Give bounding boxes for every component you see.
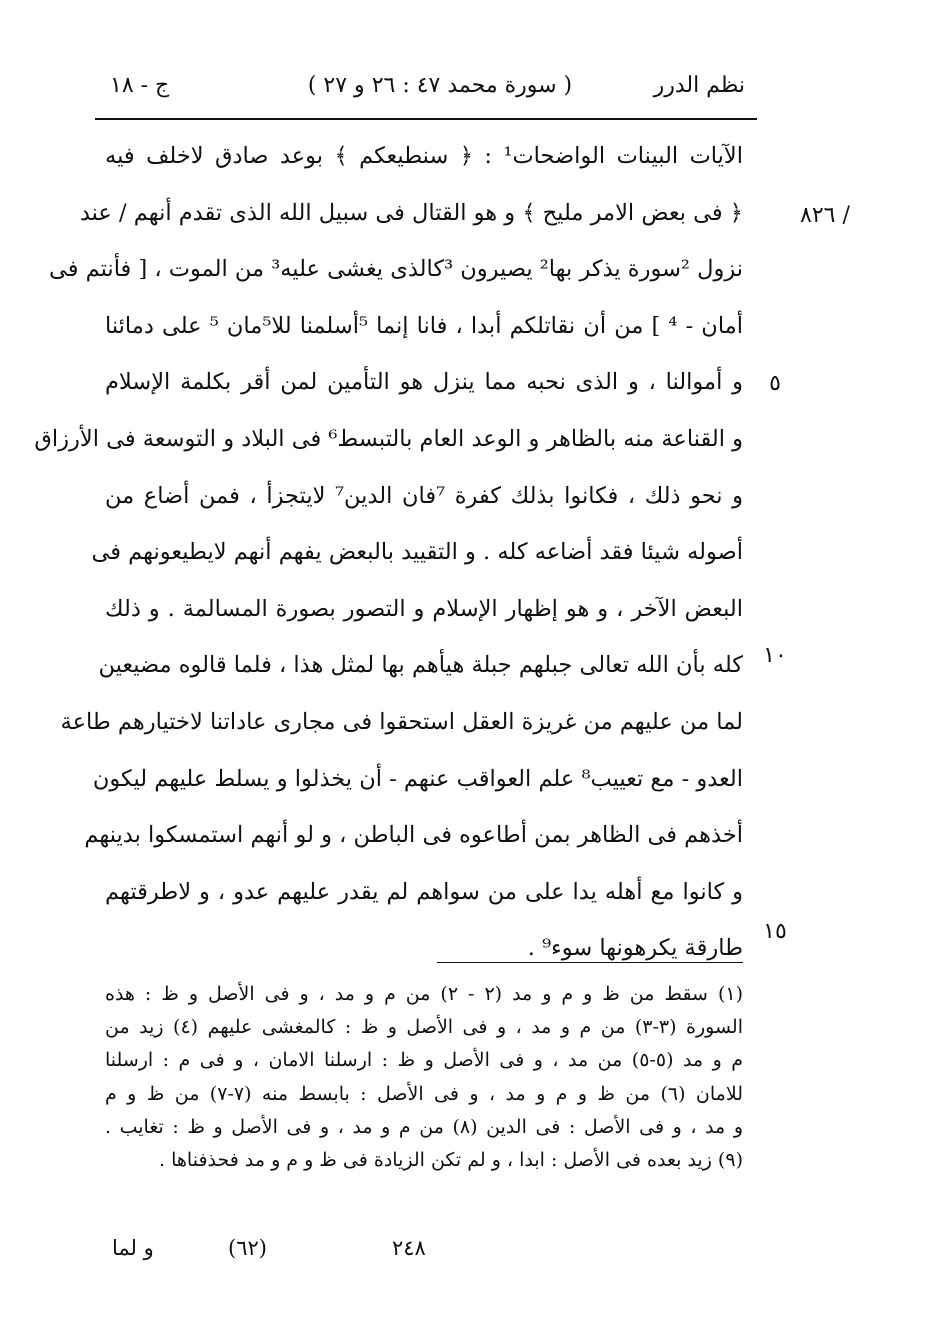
text-line: نزول ²سورة يذكر بها² يصيرون ³كالذى يغشى عليه³ من الموت ، [ فأنتم فى [49,256,743,283]
text-line: و القناعة منه بالظاهر و الوعد العام بالتبسط⁶ فى البلاد و التوسعة فى الأرزاق [34,425,743,452]
footnote-line: السورة (٣-٣) من م و مد ، و فى الأصل و ظ : كالمغشى عليهم (٤) زيد من [105,1016,743,1039]
text-line: طارقة يكرهونها سوء⁹ . [527,935,743,962]
text-line: و أموالنا ، و الذى نحبه مما ينزل هو التأمين لمن أقر بكلمة الإسلام [105,369,743,396]
text-line: الآيات البينات الواضحات¹ : ﴿ سنطيعكم ﴾ بوعد صادق لاخلف فيه [105,143,743,169]
text-line: و كانوا مع أهله يدا على من سواهم لم يقدر عليهم عدو ، و لاطرقتهم [105,878,743,905]
text-line: أصوله شيئا فقد أضاعه كله . و التقييد بالبعض يفهم أنهم لايطيعونهم فى [91,539,743,566]
text-line: أخذهم فى الظاهر بمن أطاعوه فى الباطن ، و لو أنهم استمسكوا بدينهم [84,822,743,849]
running-title: نظم الدرر [653,73,745,98]
surah-reference: ( سورة محمد ٤٧ : ٢٦ و ٢٧ ) [307,73,573,98]
text-line: أمان - ⁴ ] من أن نقاتلكم أبدا ، فانا إنما ⁵أسلمنا للا⁵مان ⁵ على دمائنا [105,312,743,339]
volume-number: ج - ١٨ [110,73,170,98]
footnote-separator [437,962,743,963]
footnote-line: للامان (٦) من ظ و م و مد ، و فى الأصل : بابسط منه (٧-٧) من ظ و م [105,1082,743,1105]
footnote-line: م و مد (٥-٥) من مد ، و فى الأصل و ظ : ارسلنا الامان ، و فى م : ارسلنا [105,1049,744,1072]
text-line: و نحو ذلك ، فكانوا بذلك كفرة ⁷فان الدين⁷ لايتجزأ ، فمن أضاع من [105,482,744,509]
manuscript-folio-marker: ٨٢٦ / [800,203,850,228]
footnote-line: و مد ، و فى الأصل : فى الدين (٨) من م و مد ، و فى الأصل و ظ : تغايب . [105,1115,743,1138]
header-rule [95,118,757,120]
sheet-number: (٦٢) [228,1236,267,1260]
text-line: العدو - مع تعييب⁸ علم العواقب عنهم - أن يخذلوا و يسلط عليهم ليكون [92,765,743,792]
line-number-15: ١٥ [763,919,787,944]
page-number: ٢٤٨ [392,1236,426,1260]
footnotes [105,978,743,1177]
line-number-5: ٥ [769,371,781,396]
text-line: كله بأن الله تعالى جبلهم جبلة هيأهم بها لمثل هذا ، فلما قالوه مضيعين [98,652,743,679]
text-line: لما من عليهم من غريزة العقل استحقوا فى مجارى عاداتنا لاختيارهم طاعة [60,708,743,735]
main-text [34,128,744,977]
footnote-line: (١) سقط من ظ و م و مد (٢ - ٢) من م و مد ، و فى الأصل و ظ : هذه [105,983,744,1005]
footnote-line: (٩) زيد بعده فى الأصل : ابدا ، و لم تكن الزيادة فى ظ و م و مد فحذفناها . [159,1148,743,1171]
text-line: البعض الآخر ، و هو إظهار الإسلام و التصور بصورة المسالمة . و ذلك [105,595,743,622]
catchword: و لما [112,1236,154,1260]
line-number-10: ١٠ [763,643,787,668]
text-line: ﴿ فى بعض الامر مليح ﴾ و هو القتال فى سبيل الله الذى تقدم أنهم / عند [79,199,743,226]
